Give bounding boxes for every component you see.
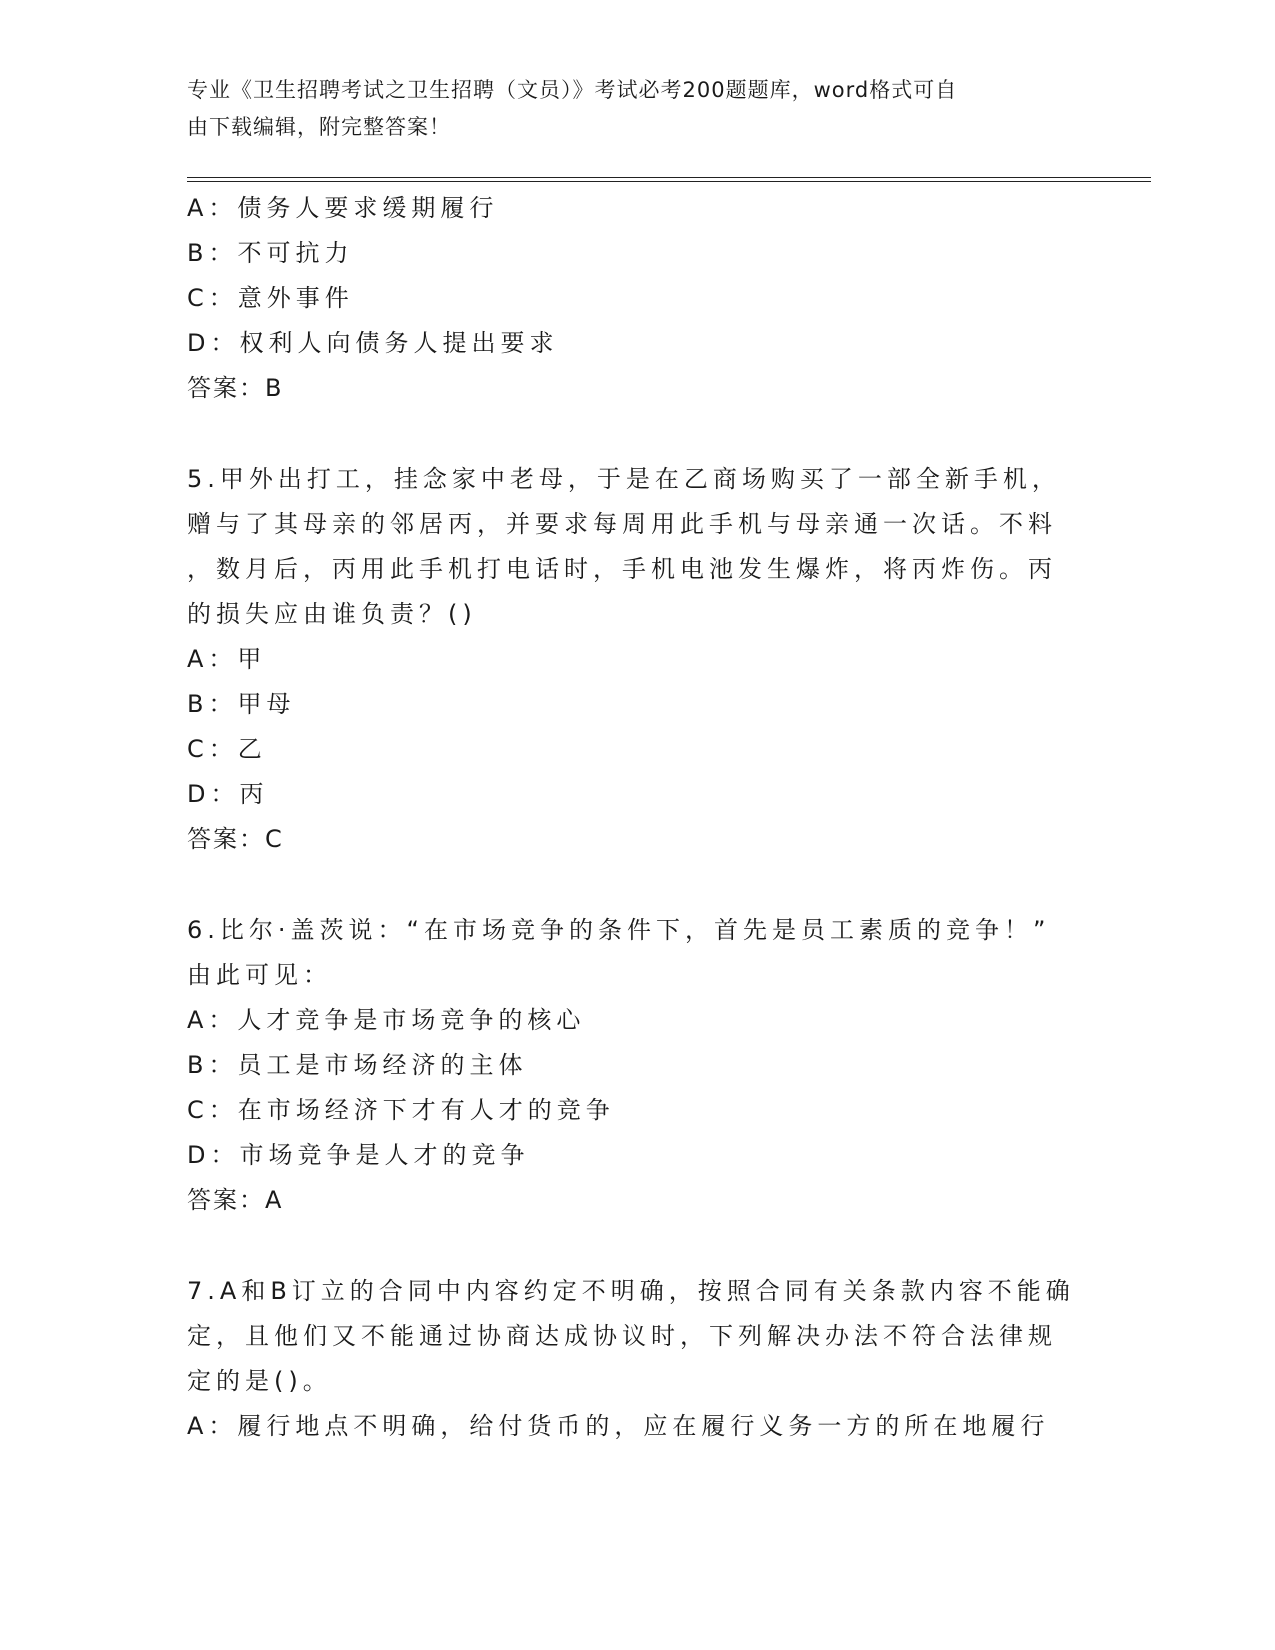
q7-option-a: A：履行地点不明确，给付货币的，应在履行义务一方的所在地履行	[187, 1412, 1050, 1440]
q5-stem-line-2: 赠与了其母亲的邻居丙，并要求每周用此手机与母亲通一次话。不料	[187, 510, 1057, 538]
q4-option-b: B：不可抗力	[187, 239, 354, 267]
document-header	[187, 72, 1067, 146]
q6-stem-line-2: 由此可见：	[187, 961, 332, 989]
q5-option-a: A：甲	[187, 645, 267, 673]
q5-stem-line-3: ，数月后，丙用此手机打电话时，手机电池发生爆炸，将丙炸伤。丙	[187, 555, 1057, 583]
q6-option-a: A：人才竞争是市场竞争的核心	[187, 1006, 586, 1034]
q6-option-d: D：市场竞争是人才的竞争	[187, 1141, 530, 1169]
header-divider-top	[187, 177, 1151, 178]
q5-stem-line-1: 5.甲外出打工，挂念家中老母，于是在乙商场购买了一部全新手机，	[187, 465, 1061, 493]
q4-option-a: A：债务人要求缓期履行	[187, 194, 499, 222]
header-line-1: 专业《卫生招聘考试之卫生招聘（文员）》考试必考200题题库，word格式可自	[187, 78, 958, 102]
q7-stem-line-1: 7.A和B订立的合同中内容约定不明确，按照合同有关条款内容不能确	[187, 1277, 1075, 1305]
q6-option-b: B：员工是市场经济的主体	[187, 1051, 528, 1079]
q4-answer: 答案：B	[187, 374, 284, 402]
q4-option-c: C：意外事件	[187, 284, 354, 312]
q5-option-c: C：乙	[187, 735, 267, 763]
header-divider-bottom	[187, 181, 1151, 182]
q6-option-c: C：在市场经济下才有人才的竞争	[187, 1096, 615, 1124]
q4-option-d: D：权利人向债务人提出要求	[187, 329, 559, 357]
q5-answer: 答案：C	[187, 825, 284, 853]
q7-stem-line-2: 定，且他们又不能通过协商达成协议时，下列解决办法不符合法律规	[187, 1322, 1057, 1350]
q7-stem-line-3: 定的是()。	[187, 1367, 332, 1395]
q6-stem-line-1: 6.比尔·盖茨说：“在市场竞争的条件下，首先是员工素质的竞争！”	[187, 916, 1051, 944]
q5-option-d: D：丙	[187, 780, 269, 808]
q5-option-b: B：甲母	[187, 690, 296, 718]
header-line-2: 由下载编辑，附完整答案！	[187, 115, 451, 139]
q5-stem-line-4: 的损失应由谁负责？()	[187, 600, 477, 628]
q6-answer: 答案：A	[187, 1186, 284, 1214]
